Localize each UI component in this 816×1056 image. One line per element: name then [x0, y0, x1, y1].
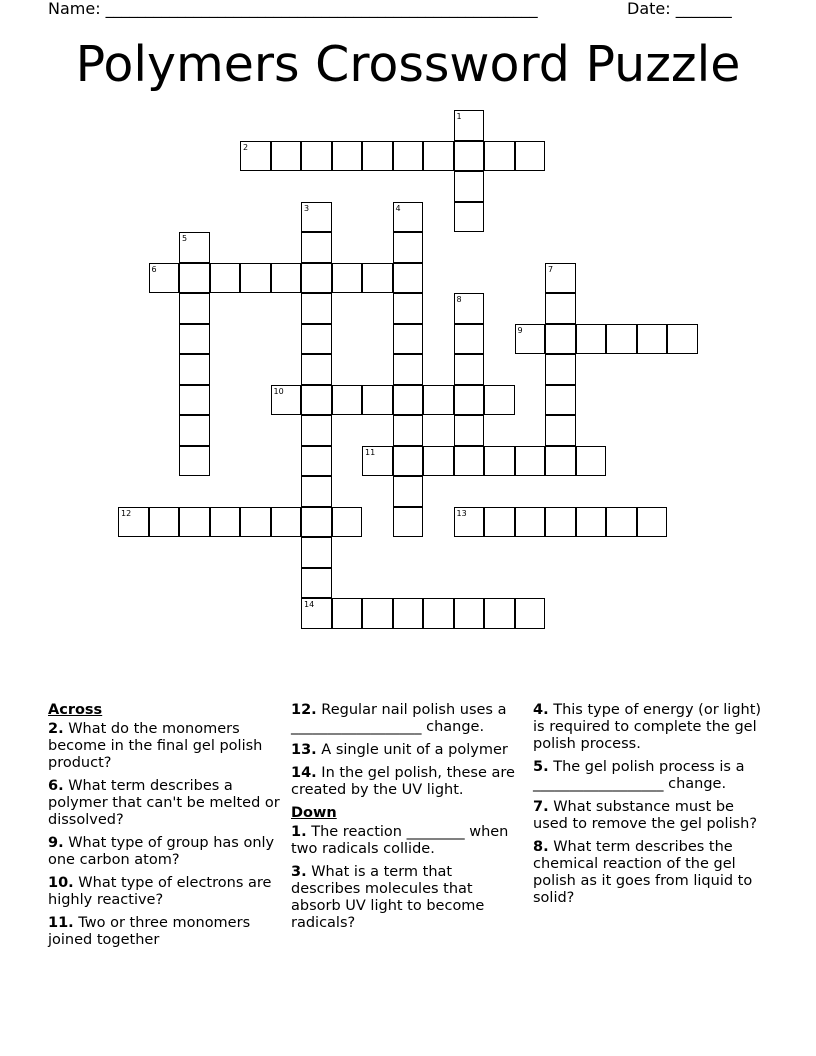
grid-cell[interactable] [637, 324, 668, 355]
grid-cell[interactable] [301, 446, 332, 477]
grid-cell[interactable] [515, 324, 546, 355]
clue-text: This type of energy (or light) is required to complete the gel polish process. [533, 702, 762, 752]
grid-cell[interactable] [545, 293, 576, 324]
grid-cell[interactable] [210, 507, 241, 538]
grid-cell[interactable] [545, 385, 576, 416]
grid-cell[interactable] [454, 385, 485, 416]
clue-number: 13. [291, 742, 317, 758]
grid-cell[interactable] [545, 446, 576, 477]
grid-cell[interactable] [423, 598, 454, 629]
clue-number: 11. [48, 915, 74, 931]
clue-down-1 [291, 824, 523, 858]
clue-across-11 [48, 915, 280, 949]
clue-text: What is a term that describes molecules that absorb UV light to become radicals? [291, 864, 485, 931]
down-heading: Down [291, 805, 337, 821]
grid-cell[interactable] [301, 415, 332, 446]
grid-cell[interactable] [454, 202, 485, 233]
clue-across-9 [48, 835, 280, 869]
grid-cell[interactable] [179, 232, 210, 263]
grid-cell[interactable] [301, 598, 332, 629]
grid-cell[interactable] [545, 415, 576, 446]
grid-cell[interactable] [301, 476, 332, 507]
grid-cell[interactable] [393, 507, 424, 538]
grid-cell[interactable] [301, 385, 332, 416]
clue-number: 9. [48, 835, 64, 851]
clue-text: In the gel polish, these are created by the UV light. [291, 765, 515, 798]
clue-across-12 [291, 702, 523, 736]
grid-cell[interactable] [454, 354, 485, 385]
clue-text: What do the monomers become in the final gel polish product? [48, 721, 263, 771]
grid-cell[interactable] [484, 141, 515, 172]
clue-column-2 [291, 702, 523, 938]
grid-cell[interactable] [301, 202, 332, 233]
cell-number: 5 [182, 234, 188, 243]
clue-down-4 [533, 702, 773, 753]
cell-number: 9 [517, 325, 523, 335]
clue-text: What term describes a polymer that can't be melted or dissolved? [48, 778, 280, 828]
grid-cell[interactable] [240, 507, 271, 538]
clue-text: What substance must be used to remove the gel polish? [533, 799, 758, 832]
grid-cell[interactable] [393, 415, 424, 446]
cell-number: 11 [365, 447, 376, 457]
grid-cell[interactable] [393, 263, 424, 294]
grid-cell[interactable] [454, 110, 485, 141]
grid-cell[interactable] [545, 354, 576, 385]
name-line: Name: ______________________________________________________ [48, 0, 538, 18]
grid-cell[interactable] [393, 476, 424, 507]
grid-cell[interactable] [301, 263, 332, 294]
grid-cell[interactable] [179, 385, 210, 416]
clue-text: Two or three monomers joined together [48, 915, 251, 948]
grid-cell[interactable] [515, 141, 546, 172]
grid-cell[interactable] [484, 507, 515, 538]
cell-number: 4 [395, 203, 401, 213]
grid-cell[interactable] [301, 141, 332, 172]
grid-cell[interactable] [454, 293, 485, 324]
cell-number: 3 [304, 203, 310, 213]
grid-cell[interactable] [423, 141, 454, 172]
grid-cell[interactable] [179, 324, 210, 355]
cell-number: 14 [304, 600, 315, 609]
grid-cell[interactable] [332, 141, 363, 172]
grid-cell[interactable] [393, 598, 424, 629]
clue-number: 5. [533, 759, 549, 775]
grid-cell[interactable] [606, 507, 637, 538]
grid-cell[interactable] [332, 385, 363, 416]
clue-column-1 [48, 702, 280, 955]
cell-number: 6 [151, 264, 157, 274]
grid-cell[interactable] [149, 263, 180, 294]
grid-cell[interactable] [454, 324, 485, 355]
clue-across-14 [291, 765, 523, 799]
cell-number: 7 [548, 264, 554, 274]
clue-number: 12. [291, 702, 317, 718]
grid-cell[interactable] [637, 507, 668, 538]
grid-cell[interactable] [301, 293, 332, 324]
grid-cell[interactable] [484, 385, 515, 416]
grid-cell[interactable] [332, 263, 363, 294]
cell-number: 10 [273, 386, 284, 396]
grid-cell[interactable] [515, 507, 546, 538]
grid-cell[interactable] [515, 598, 546, 629]
clue-text: What type of group has only one carbon atom? [48, 835, 275, 868]
clue-number: 10. [48, 875, 74, 891]
grid-cell[interactable] [362, 263, 393, 294]
clue-down-5 [533, 759, 773, 793]
clue-down-3 [291, 864, 523, 932]
grid-cell[interactable] [545, 324, 576, 355]
grid-cell[interactable] [179, 263, 210, 294]
grid-cell[interactable] [118, 507, 149, 538]
grid-cell[interactable] [271, 507, 302, 538]
grid-cell[interactable] [301, 232, 332, 263]
grid-cell[interactable] [271, 385, 302, 416]
grid-cell[interactable] [362, 385, 393, 416]
grid-cell[interactable] [576, 324, 607, 355]
clue-across-6 [48, 778, 280, 829]
cell-number: 12 [121, 508, 132, 518]
cell-number: 2 [243, 142, 249, 152]
grid-cell[interactable] [179, 415, 210, 446]
grid-cell[interactable] [179, 293, 210, 324]
grid-cell[interactable] [210, 263, 241, 294]
clue-text: What type of electrons are highly reactive? [48, 875, 272, 908]
across-heading: Across [48, 702, 103, 718]
grid-cell[interactable] [240, 263, 271, 294]
clue-text: Regular nail polish uses a __________________ change. [291, 702, 507, 735]
grid-cell[interactable] [301, 537, 332, 568]
grid-cell[interactable] [362, 598, 393, 629]
clue-down-8 [533, 839, 773, 907]
grid-cell[interactable] [179, 507, 210, 538]
cell-number: 1 [456, 112, 462, 121]
grid-cell[interactable] [301, 354, 332, 385]
grid-cell[interactable] [271, 263, 302, 294]
clue-column-3 [533, 702, 773, 913]
grid-cell[interactable] [423, 446, 454, 477]
grid-cell[interactable] [149, 507, 180, 538]
grid-cell[interactable] [545, 507, 576, 538]
grid-cell[interactable] [179, 446, 210, 477]
clue-down-7 [533, 799, 773, 833]
grid-cell[interactable] [240, 141, 271, 172]
clue-number: 2. [48, 721, 64, 737]
page-title: Polymers Crossword Puzzle [75, 36, 741, 93]
date-line: Date: _______ [627, 0, 732, 18]
clue-number: 4. [533, 702, 549, 718]
grid-cell[interactable] [606, 324, 637, 355]
clue-text: What term describes the chemical reaction of the gel polish as it goes from liquid to solid? [533, 839, 753, 906]
grid-cell[interactable] [393, 385, 424, 416]
grid-cell[interactable] [454, 598, 485, 629]
grid-cell[interactable] [393, 446, 424, 477]
grid-cell[interactable] [454, 415, 485, 446]
clue-number: 3. [291, 864, 307, 880]
grid-cell[interactable] [393, 141, 424, 172]
grid-cell[interactable] [454, 507, 485, 538]
grid-cell[interactable] [454, 446, 485, 477]
grid-cell[interactable] [576, 446, 607, 477]
grid-cell[interactable] [484, 446, 515, 477]
clue-number: 7. [533, 799, 549, 815]
grid-cell[interactable] [484, 598, 515, 629]
clue-number: 8. [533, 839, 549, 855]
grid-cell[interactable] [393, 202, 424, 233]
grid-cell[interactable] [423, 385, 454, 416]
clue-text: The reaction ________ when two radicals collide. [291, 824, 509, 857]
grid-cell[interactable] [393, 324, 424, 355]
grid-cell[interactable] [179, 354, 210, 385]
cell-number: 8 [456, 295, 462, 304]
grid-cell[interactable] [301, 568, 332, 599]
grid-cell[interactable] [576, 507, 607, 538]
grid-cell[interactable] [667, 324, 698, 355]
grid-cell[interactable] [362, 446, 393, 477]
clue-number: 14. [291, 765, 317, 781]
grid-cell[interactable] [393, 354, 424, 385]
clue-across-2 [48, 721, 280, 772]
cell-number: 13 [456, 508, 467, 518]
grid-cell[interactable] [362, 141, 393, 172]
grid-cell[interactable] [515, 446, 546, 477]
clue-number: 1. [291, 824, 307, 840]
grid-cell[interactable] [545, 263, 576, 294]
grid-cell[interactable] [332, 598, 363, 629]
clue-across-13 [291, 742, 523, 759]
grid-cell[interactable] [271, 141, 302, 172]
clue-across-10 [48, 875, 280, 909]
clue-text: A single unit of a polymer [321, 742, 508, 758]
clue-text: The gel polish process is a __________________ change. [533, 759, 745, 792]
clue-number: 6. [48, 778, 64, 794]
grid-cell[interactable] [332, 507, 363, 538]
grid-cell[interactable] [454, 171, 485, 202]
grid-cell[interactable] [301, 507, 332, 538]
grid-cell[interactable] [393, 232, 424, 263]
grid-cell[interactable] [454, 141, 485, 172]
grid-cell[interactable] [301, 324, 332, 355]
grid-cell[interactable] [393, 293, 424, 324]
